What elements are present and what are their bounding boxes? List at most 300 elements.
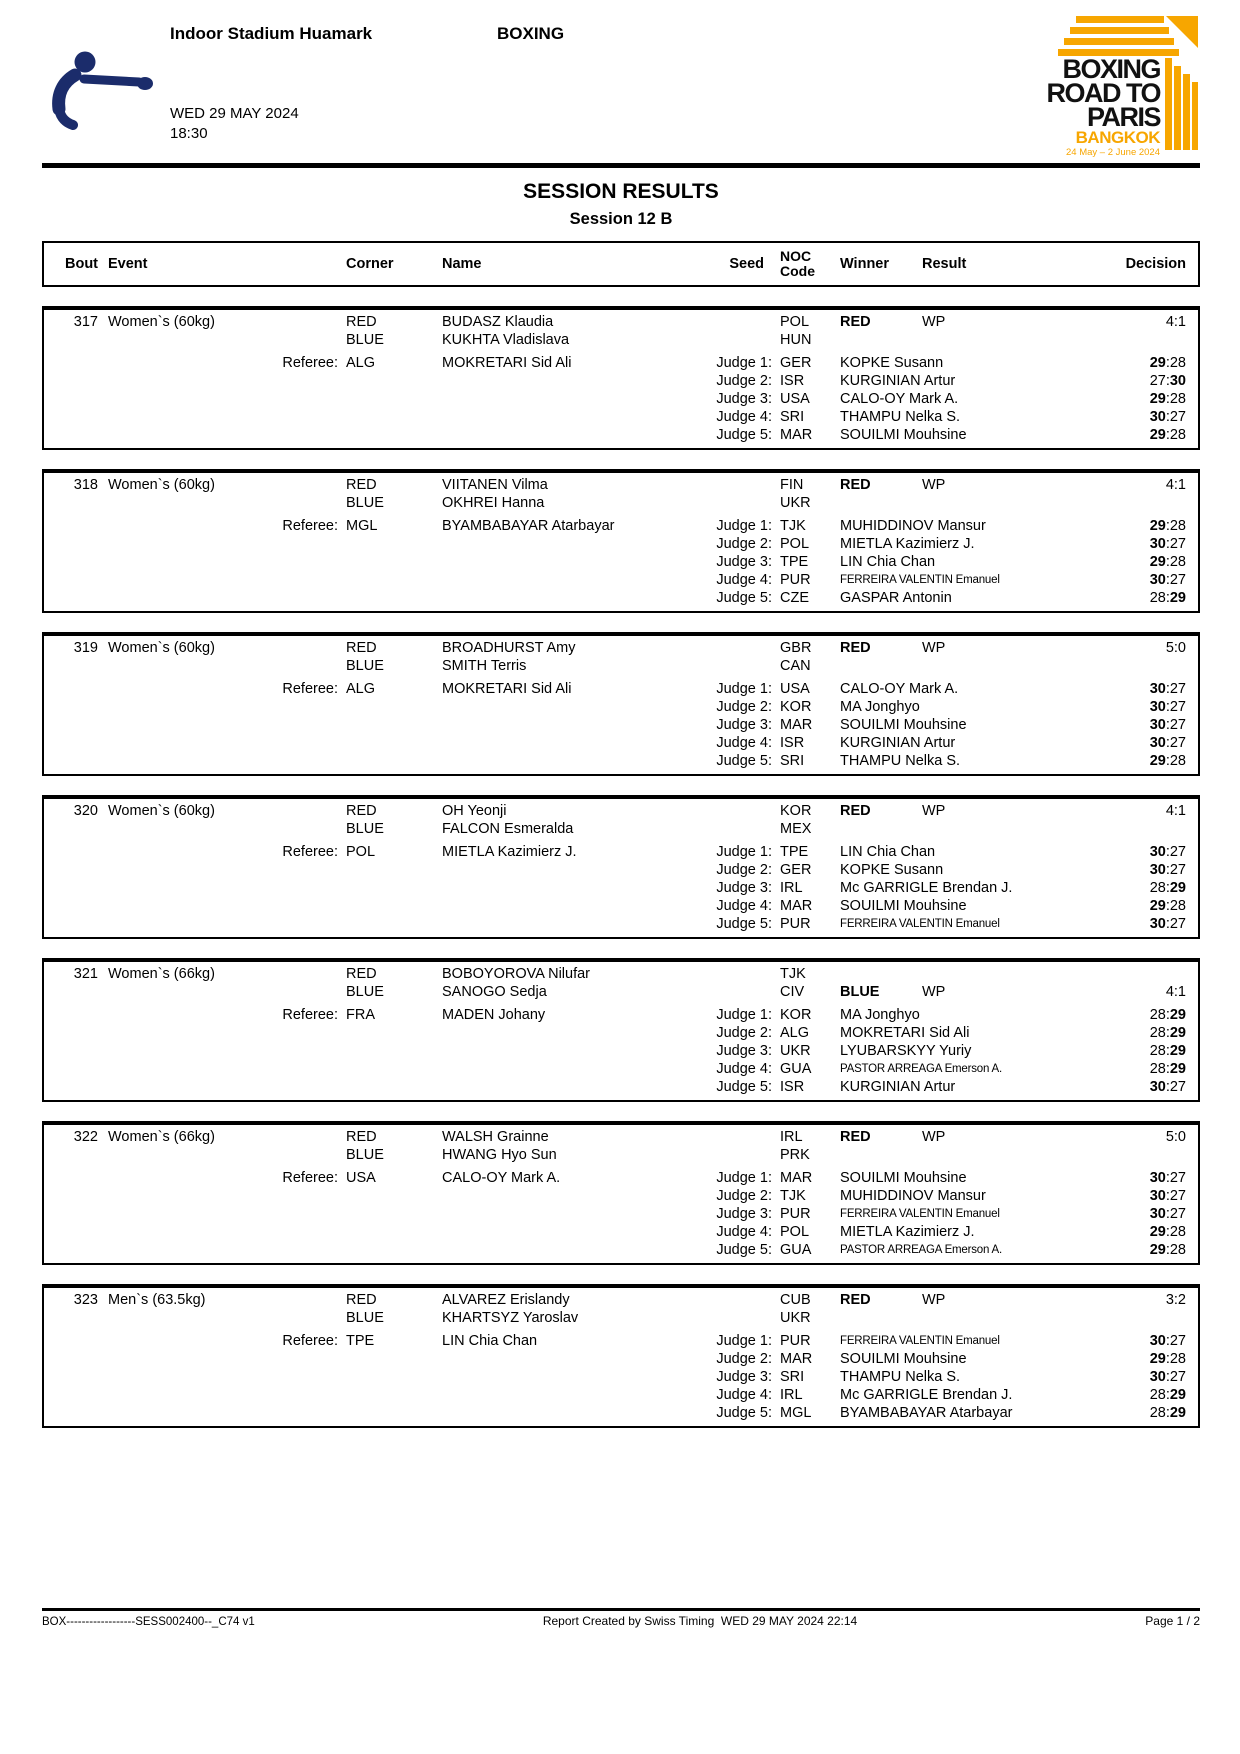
- referee-label: Referee:: [282, 681, 338, 697]
- judge-noc: MAR: [780, 1351, 813, 1367]
- bout-number: 322: [73, 1129, 98, 1145]
- judge-score: 30:27: [1149, 1188, 1186, 1204]
- corner-label-blue: BLUE: [346, 1147, 384, 1163]
- bout-list: [42, 306, 1200, 1428]
- judge-label: Judge 1:: [716, 518, 772, 534]
- judge-noc: USA: [780, 681, 810, 697]
- judge-noc: SRI: [780, 753, 805, 769]
- boxer-row-blue: [44, 983, 1198, 1001]
- seed-red: [720, 802, 764, 820]
- judge-score: 28:29: [1149, 880, 1186, 896]
- judge-score: 30:27: [1149, 735, 1186, 751]
- judge-name: SOUILMI Mouhsine: [840, 1351, 967, 1367]
- judge-name: MA Jonghyo: [840, 699, 920, 715]
- judge-label: Judge 3:: [716, 1043, 772, 1059]
- corner-label-red: RED: [346, 314, 377, 330]
- judge-score: 28:29: [1149, 1025, 1186, 1041]
- decision-blue: [1004, 820, 1198, 838]
- event-name: Women`s (66kg): [108, 1129, 215, 1145]
- judge-row: [44, 1223, 1198, 1241]
- judge-row: [44, 390, 1198, 408]
- referee-judge-row: [44, 680, 1198, 698]
- judge-noc: TPE: [780, 844, 809, 860]
- judge-label: Judge 3:: [716, 1369, 772, 1385]
- judge-name: FERREIRA VALENTIN Emanuel: [840, 1335, 1000, 1347]
- boxer-row-blue: [44, 1146, 1198, 1164]
- judge-name: MA Jonghyo: [840, 1007, 920, 1023]
- judge-name: BYAMBABAYAR Atarbayar: [840, 1405, 1013, 1421]
- col-header-event: Event: [108, 256, 148, 272]
- judge-score: 28:29: [1149, 1405, 1186, 1421]
- col-header-bout: Bout: [64, 256, 98, 272]
- judge-row: [44, 571, 1198, 589]
- logo-line-boxing: BOXING: [1062, 54, 1160, 84]
- logo-city: BANGKOK: [1075, 128, 1160, 147]
- winner-red: RED: [840, 803, 871, 819]
- judge-name: FERREIRA VALENTIN Emanuel: [840, 574, 1000, 586]
- bout-number: 317: [73, 314, 98, 330]
- winner-blue: [840, 657, 922, 675]
- winner-red: [840, 965, 922, 983]
- decision-red: 5:0: [1165, 1129, 1186, 1145]
- col-header-corner: Corner: [346, 256, 394, 272]
- judge-name: FERREIRA VALENTIN Emanuel: [840, 1208, 1000, 1220]
- judge-noc: TJK: [780, 518, 806, 534]
- judge-noc: KOR: [780, 699, 812, 715]
- event-name: Women`s (60kg): [108, 640, 215, 656]
- boxer-row-blue: [44, 331, 1198, 349]
- judge-name: THAMPU Nelka S.: [840, 409, 961, 425]
- boxer-name-red: VIITANEN Vilma: [442, 477, 548, 493]
- result-red: WP: [922, 803, 946, 819]
- judge-label: Judge 4:: [716, 1061, 772, 1077]
- judge-label: Judge 1:: [716, 1333, 772, 1349]
- judge-noc: POL: [780, 1224, 810, 1240]
- referee-name: LIN Chia Chan: [442, 1333, 538, 1349]
- result-blue: [922, 820, 1004, 838]
- judge-score: 30:27: [1149, 681, 1186, 697]
- page-number: Page 1 / 2: [1145, 1614, 1200, 1628]
- judge-noc: PUR: [780, 572, 811, 588]
- judge-label: Judge 3:: [716, 1206, 772, 1222]
- judge-score: 30:27: [1149, 916, 1186, 932]
- judge-noc: PUR: [780, 1206, 811, 1222]
- decision-blue: [1004, 657, 1198, 675]
- decision-red: 5:0: [1165, 640, 1186, 656]
- judge-score: 28:29: [1149, 1007, 1186, 1023]
- col-header-name: Name: [442, 256, 482, 272]
- judge-noc: MAR: [780, 898, 813, 914]
- judge-score: 30:27: [1149, 1369, 1186, 1385]
- judge-label: Judge 4:: [716, 409, 772, 425]
- venue-title: Indoor Stadium Huamark: [170, 24, 373, 43]
- seed-blue: [720, 820, 764, 838]
- result-red: WP: [922, 640, 946, 656]
- judge-name: MUHIDDINOV Mansur: [840, 518, 986, 534]
- judge-name: FERREIRA VALENTIN Emanuel: [840, 918, 1000, 930]
- judge-noc: ALG: [780, 1025, 810, 1041]
- noc-blue: UKR: [780, 1310, 811, 1326]
- judge-label: Judge 4:: [716, 572, 772, 588]
- judge-name: SOUILMI Mouhsine: [840, 717, 967, 733]
- judge-row: [44, 1404, 1198, 1422]
- judge-row: [44, 879, 1198, 897]
- judge-score: 29:28: [1149, 355, 1186, 371]
- result-blue: WP: [922, 984, 946, 1000]
- corner-label-blue: BLUE: [346, 658, 384, 674]
- judge-noc: TPE: [780, 554, 809, 570]
- judge-name: MOKRETARI Sid Ali: [840, 1025, 970, 1041]
- result-blue: [922, 657, 1004, 675]
- noc-blue: UKR: [780, 495, 811, 511]
- noc-red: POL: [780, 314, 810, 330]
- judge-name: SOUILMI Mouhsine: [840, 1170, 967, 1186]
- referee-judge-row: [44, 843, 1198, 861]
- decision-blue: [1004, 331, 1198, 349]
- judge-label: Judge 1:: [716, 355, 772, 371]
- judge-name: CALO-OY Mark A.: [840, 391, 959, 407]
- judge-row: [44, 426, 1198, 444]
- judge-noc: ISR: [780, 735, 805, 751]
- col-header-noc: NOC Code: [780, 248, 815, 279]
- boxer-name-blue: OKHREI Hanna: [442, 495, 545, 511]
- decision-blue: [1004, 1146, 1198, 1164]
- bout-number: 323: [73, 1292, 98, 1308]
- logo-dates: 24 May – 2 June 2024: [1065, 147, 1160, 158]
- judge-score: 29:28: [1149, 1242, 1186, 1258]
- judge-label: Judge 2:: [716, 1351, 772, 1367]
- judge-score: 30:27: [1149, 699, 1186, 715]
- boxer-row-red: [44, 639, 1198, 657]
- judge-row: [44, 535, 1198, 553]
- result-blue: [922, 1309, 1004, 1327]
- referee-noc: TPE: [346, 1333, 375, 1349]
- winner-blue: BLUE: [840, 984, 880, 1000]
- corner-label-blue: BLUE: [346, 821, 384, 837]
- boxer-name-blue: SANOGO Sedja: [442, 984, 547, 1000]
- judge-noc: GER: [780, 355, 812, 371]
- judge-label: Judge 3:: [716, 554, 772, 570]
- judge-score: 29:28: [1149, 518, 1186, 534]
- judge-row: [44, 897, 1198, 915]
- judge-row: [44, 1078, 1198, 1096]
- referee-noc: POL: [346, 844, 376, 860]
- boxer-row-red: [44, 313, 1198, 331]
- judge-score: 28:29: [1149, 590, 1186, 606]
- result-blue: [922, 494, 1004, 512]
- referee-judge-row: [44, 1006, 1198, 1024]
- judge-name: GASPAR Antonin: [840, 590, 952, 606]
- seed-red: [720, 476, 764, 494]
- judge-label: Judge 4:: [716, 735, 772, 751]
- decision-red: [1004, 965, 1198, 983]
- judge-score: 27:30: [1149, 373, 1186, 389]
- referee-name: MIETLA Kazimierz J.: [442, 844, 577, 860]
- judge-row: [44, 1187, 1198, 1205]
- corner-label-blue: BLUE: [346, 332, 384, 348]
- judge-score: 30:27: [1149, 409, 1186, 425]
- judge-name: SOUILMI Mouhsine: [840, 898, 967, 914]
- session-datetime: [170, 104, 299, 144]
- noc-blue: MEX: [780, 821, 812, 837]
- col-header-result: Result: [922, 256, 967, 272]
- judge-label: Judge 1:: [716, 1170, 772, 1186]
- judge-name: Mc GARRIGLE Brendan J.: [840, 880, 1013, 896]
- referee-noc: USA: [346, 1170, 376, 1186]
- judge-noc: POL: [780, 536, 810, 552]
- judge-label: Judge 2:: [716, 1188, 772, 1204]
- bout-card: [42, 795, 1200, 939]
- result-blue: [922, 1146, 1004, 1164]
- event-name: Women`s (60kg): [108, 314, 215, 330]
- judge-noc: ISR: [780, 1079, 805, 1095]
- referee-judge-row: [44, 517, 1198, 535]
- seed-red: [720, 965, 764, 983]
- judge-score: 30:27: [1149, 1206, 1186, 1222]
- sport-title: BOXING: [497, 24, 565, 43]
- bout-number: 318: [73, 477, 98, 493]
- judge-noc: UKR: [780, 1043, 811, 1059]
- judge-name: KURGINIAN Artur: [840, 373, 956, 389]
- boxer-row-blue: [44, 820, 1198, 838]
- judge-row: [44, 372, 1198, 390]
- judge-score: 30:27: [1149, 862, 1186, 878]
- decision-red: 3:2: [1165, 1292, 1186, 1308]
- decision-red: 4:1: [1165, 477, 1186, 493]
- noc-red: CUB: [780, 1292, 811, 1308]
- winner-red: RED: [840, 640, 871, 656]
- judge-score: 29:28: [1149, 427, 1186, 443]
- decision-red: 4:1: [1165, 314, 1186, 330]
- noc-red: IRL: [780, 1129, 803, 1145]
- judge-score: 28:29: [1149, 1387, 1186, 1403]
- referee-noc: ALG: [346, 355, 376, 371]
- winner-red: RED: [840, 314, 871, 330]
- event-name: Men`s (63.5kg): [108, 1292, 206, 1308]
- judge-label: Judge 1:: [716, 681, 772, 697]
- referee-name: MOKRETARI Sid Ali: [442, 681, 572, 697]
- page-header: [42, 0, 1200, 168]
- seed-blue: [720, 1309, 764, 1327]
- referee-name: MADEN Johany: [442, 1007, 546, 1023]
- boxer-name-blue: FALCON Esmeralda: [442, 821, 574, 837]
- decision-blue: 4:1: [1165, 984, 1186, 1000]
- judge-label: Judge 4:: [716, 1387, 772, 1403]
- judge-row: [44, 1205, 1198, 1223]
- judge-noc: IRL: [780, 880, 803, 896]
- noc-red: FIN: [780, 477, 804, 493]
- result-red: [922, 965, 1004, 983]
- corner-label-red: RED: [346, 1129, 377, 1145]
- page-title: SESSION RESULTS: [523, 180, 719, 203]
- judge-score: 30:27: [1149, 844, 1186, 860]
- judge-score: 29:28: [1149, 898, 1186, 914]
- judge-name: THAMPU Nelka S.: [840, 753, 961, 769]
- judge-score: 29:28: [1149, 753, 1186, 769]
- judge-score: 30:27: [1149, 1333, 1186, 1349]
- col-header-winner: Winner: [840, 256, 890, 272]
- decision-blue: [1004, 1309, 1198, 1327]
- judge-noc: USA: [780, 391, 810, 407]
- seed-blue: [720, 657, 764, 675]
- bout-number: 320: [73, 803, 98, 819]
- decision-blue: [1004, 494, 1198, 512]
- boxer-name-red: WALSH Grainne: [442, 1129, 549, 1145]
- seed-blue: [720, 331, 764, 349]
- judge-row: [44, 716, 1198, 734]
- winner-red: RED: [840, 477, 871, 493]
- winner-red: RED: [840, 1292, 871, 1308]
- judge-noc: GUA: [780, 1061, 812, 1077]
- judge-score: 29:28: [1149, 391, 1186, 407]
- winner-blue: [840, 1146, 922, 1164]
- judge-label: Judge 5:: [716, 1079, 772, 1095]
- boxer-name-red: BUDASZ Klaudia: [442, 314, 554, 330]
- noc-blue: CAN: [780, 658, 811, 674]
- seed-red: [720, 1128, 764, 1146]
- referee-judge-row: [44, 354, 1198, 372]
- page-footer: [42, 1608, 1200, 1628]
- judge-noc: MAR: [780, 1170, 813, 1186]
- bout-number: 321: [73, 966, 98, 982]
- judge-name: MIETLA Kazimierz J.: [840, 536, 975, 552]
- boxer-row-red: [44, 1291, 1198, 1309]
- winner-blue: [840, 1309, 922, 1327]
- boxer-row-red: [44, 1128, 1198, 1146]
- judge-label: Judge 5:: [716, 427, 772, 443]
- referee-noc: ALG: [346, 681, 376, 697]
- referee-noc: FRA: [346, 1007, 375, 1023]
- judge-name: KURGINIAN Artur: [840, 735, 956, 751]
- judge-name: LIN Chia Chan: [840, 554, 936, 570]
- winner-blue: [840, 494, 922, 512]
- footer-rule: [42, 1608, 1200, 1611]
- judge-name: MUHIDDINOV Mansur: [840, 1188, 986, 1204]
- judge-row: [44, 408, 1198, 426]
- report-created-by: Report Created by Swiss Timing WED 29 MAY 2024 22:14: [542, 1614, 858, 1628]
- judge-noc: CZE: [780, 590, 809, 606]
- event-name: Women`s (60kg): [108, 477, 215, 493]
- referee-label: Referee:: [282, 844, 338, 860]
- referee-judge-row: [44, 1169, 1198, 1187]
- boxer-row-red: [44, 965, 1198, 983]
- judge-name: KOPKE Susann: [840, 355, 944, 371]
- judge-name: LIN Chia Chan: [840, 844, 936, 860]
- event-name: Women`s (60kg): [108, 803, 215, 819]
- referee-label: Referee:: [282, 355, 338, 371]
- judge-row: [44, 915, 1198, 933]
- judge-score: 28:29: [1149, 1043, 1186, 1059]
- referee-name: CALO-OY Mark A.: [442, 1170, 561, 1186]
- judge-label: Judge 5:: [716, 753, 772, 769]
- noc-blue: PRK: [780, 1147, 810, 1163]
- judge-row: [44, 752, 1198, 770]
- boxing-road-to-paris-logo: [1020, 16, 1198, 163]
- judge-noc: GER: [780, 862, 812, 878]
- decision-red: 4:1: [1165, 803, 1186, 819]
- judge-score: 29:28: [1149, 1351, 1186, 1367]
- logo-line-roadto: ROAD TO: [1046, 78, 1160, 108]
- table-header-row: [42, 241, 1200, 287]
- judge-name: PASTOR ARREAGA Emerson A.: [840, 1063, 1003, 1075]
- boxer-name-red: BOBOYOROVA Nilufar: [442, 966, 590, 982]
- judge-score: 30:27: [1149, 536, 1186, 552]
- judge-noc: MAR: [780, 427, 813, 443]
- corner-label-blue: BLUE: [346, 984, 384, 1000]
- judge-noc: GUA: [780, 1242, 812, 1258]
- judge-row: [44, 589, 1198, 607]
- judge-label: Judge 4:: [716, 1224, 772, 1240]
- result-red: WP: [922, 314, 946, 330]
- judge-row: [44, 1042, 1198, 1060]
- judge-noc: KOR: [780, 1007, 812, 1023]
- page-content: [42, 0, 1200, 1628]
- judge-noc: PUR: [780, 1333, 811, 1349]
- judge-row: [44, 1368, 1198, 1386]
- result-red: WP: [922, 1129, 946, 1145]
- judge-score: 29:28: [1149, 1224, 1186, 1240]
- noc-blue: CIV: [780, 984, 805, 1000]
- corner-label-red: RED: [346, 803, 377, 819]
- judge-noc: PUR: [780, 916, 811, 932]
- judge-label: Judge 5:: [716, 590, 772, 606]
- seed-red: [720, 313, 764, 331]
- noc-red: GBR: [780, 640, 812, 656]
- noc-red: KOR: [780, 803, 812, 819]
- bout-card: [42, 306, 1200, 450]
- seed-blue: [720, 983, 764, 1001]
- referee-noc: MGL: [346, 518, 378, 534]
- judge-label: Judge 1:: [716, 1007, 772, 1023]
- referee-name: MOKRETARI Sid Ali: [442, 355, 572, 371]
- referee-label: Referee:: [282, 1007, 338, 1023]
- judge-label: Judge 2:: [716, 699, 772, 715]
- seed-blue: [720, 1146, 764, 1164]
- referee-label: Referee:: [282, 518, 338, 534]
- judge-name: PASTOR ARREAGA Emerson A.: [840, 1244, 1003, 1256]
- col-header-decision: Decision: [1125, 256, 1186, 272]
- judge-row: [44, 861, 1198, 879]
- corner-label-blue: BLUE: [346, 495, 384, 511]
- session-date: WED 29 MAY 2024: [170, 105, 299, 122]
- judge-name: Mc GARRIGLE Brendan J.: [840, 1387, 1013, 1403]
- judge-label: Judge 3:: [716, 717, 772, 733]
- seed-blue: [720, 494, 764, 512]
- corner-label-red: RED: [346, 640, 377, 656]
- judge-noc: SRI: [780, 409, 805, 425]
- result-red: WP: [922, 1292, 946, 1308]
- judge-name: KOPKE Susann: [840, 862, 944, 878]
- judge-row: [44, 1386, 1198, 1404]
- judge-noc: ISR: [780, 373, 805, 389]
- referee-name: BYAMBABAYAR Atarbayar: [442, 518, 615, 534]
- judge-noc: IRL: [780, 1387, 803, 1403]
- boxer-row-blue: [44, 1309, 1198, 1327]
- judge-row: [44, 734, 1198, 752]
- boxer-name-red: OH Yeonji: [442, 803, 507, 819]
- judge-label: Judge 2:: [716, 536, 772, 552]
- session-subtitle: Session 12 B: [569, 210, 673, 228]
- judge-score: 30:27: [1149, 1079, 1186, 1095]
- corner-label-red: RED: [346, 966, 377, 982]
- winner-red: RED: [840, 1129, 871, 1145]
- noc-red: TJK: [780, 966, 806, 982]
- bout-card: [42, 1121, 1200, 1265]
- referee-label: Referee:: [282, 1333, 338, 1349]
- judge-name: LYUBARSKYY Yuriy: [840, 1043, 972, 1059]
- boxer-row-red: [44, 476, 1198, 494]
- judge-name: KURGINIAN Artur: [840, 1079, 956, 1095]
